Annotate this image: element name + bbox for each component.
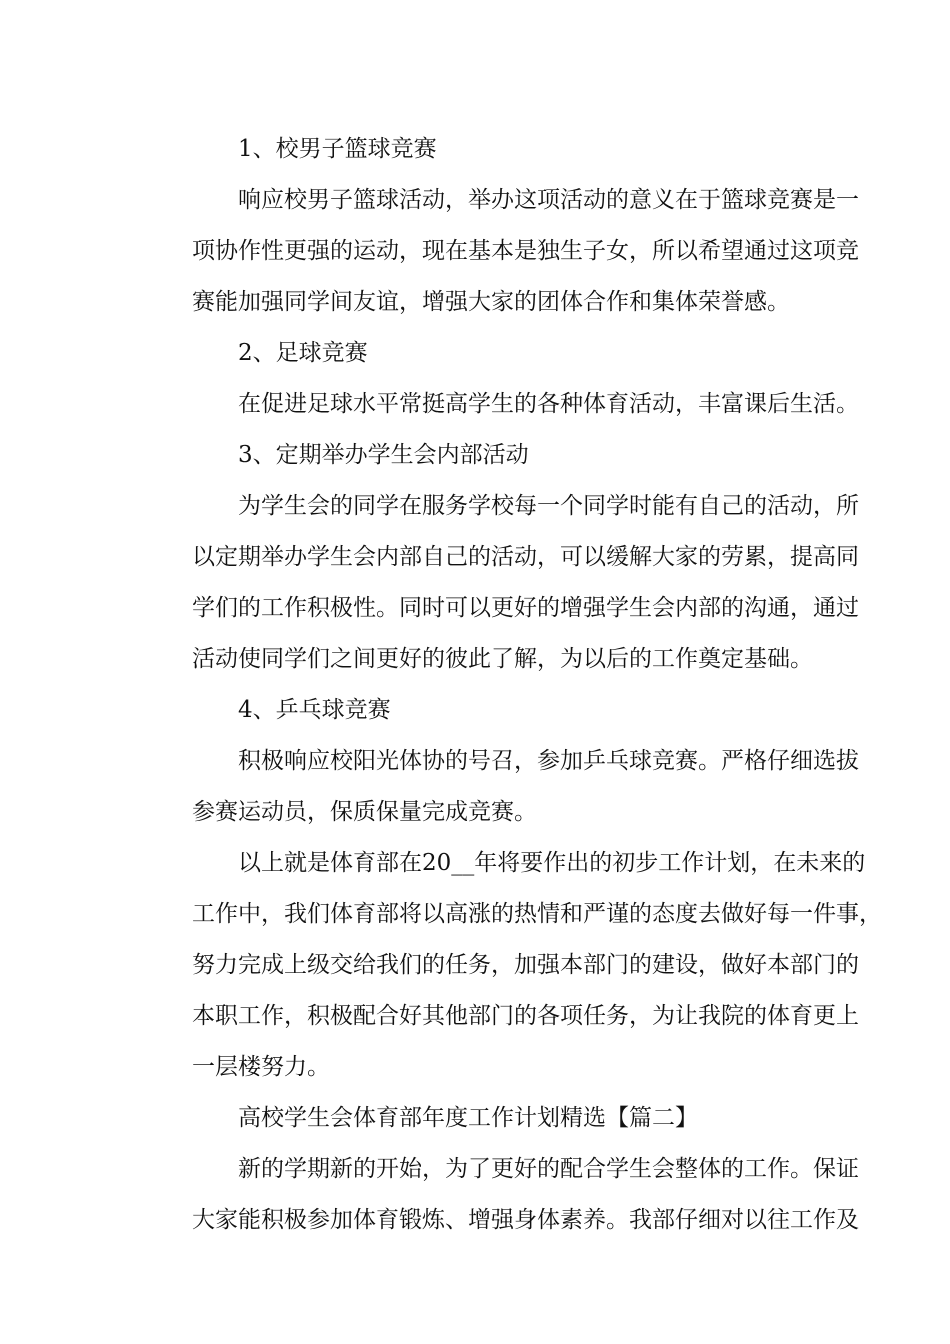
heading-football bbox=[146, 328, 816, 379]
text-line: 工作中，我们体育部将以高涨的热情和严谨的态度去做好每一件事， bbox=[192, 901, 882, 927]
paragraph-summary bbox=[146, 838, 882, 1093]
text-line: 高校学生会体育部年度工作计划精选【篇二】 bbox=[238, 1105, 698, 1131]
text-line: 4、乒乓球竞赛 bbox=[238, 697, 391, 723]
section-title-part-two bbox=[146, 1093, 816, 1144]
text-line: 大家能积极参加体育锻炼、增强身体素养。我部仔细对以往工作及 bbox=[192, 1207, 859, 1233]
text-line: 本职工作，积极配合好其他部门的各项任务，为让我院的体育更上 bbox=[192, 1003, 859, 1029]
text-line: 以上就是体育部在20__年将要作出的初步工作计划，在未来的 bbox=[238, 850, 866, 876]
text-line: 3、定期举办学生会内部活动 bbox=[238, 442, 529, 468]
heading-table-tennis bbox=[146, 685, 816, 736]
text-line: 积极响应校阳光体协的号召，参加乒乓球竞赛。严格仔细选拔 bbox=[238, 748, 859, 774]
text-line: 项协作性更强的运动，现在基本是独生子女，所以希望通过这项竞 bbox=[192, 238, 859, 264]
paragraph-part-two-intro bbox=[146, 1144, 859, 1246]
paragraph-internal-activities bbox=[146, 481, 859, 685]
text-line: 活动使同学们之间更好的彼此了解，为以后的工作奠定基础。 bbox=[192, 646, 813, 672]
text-line: 学们的工作积极性。同时可以更好的增强学生会内部的沟通，通过 bbox=[192, 595, 859, 621]
text-line: 2、足球竞赛 bbox=[238, 340, 368, 366]
text-line: 响应校男子篮球活动，举办这项活动的意义在于篮球竞赛是一 bbox=[238, 187, 859, 213]
text-line: 为学生会的同学在服务学校每一个同学时能有自己的活动，所 bbox=[238, 493, 859, 519]
text-line: 赛能加强同学间友谊，增强大家的团体合作和集体荣誉感。 bbox=[192, 289, 790, 315]
paragraph-table-tennis bbox=[146, 736, 859, 838]
text-line: 1、校男子篮球竞赛 bbox=[238, 136, 437, 162]
document-body bbox=[146, 124, 882, 1246]
text-line: 新的学期新的开始，为了更好的配合学生会整体的工作。保证 bbox=[238, 1156, 859, 1182]
text-line: 努力完成上级交给我们的任务，加强本部门的建设，做好本部门的 bbox=[192, 952, 859, 978]
text-line: 在促进足球水平常挺高学生的各种体育活动，丰富课后生活。 bbox=[238, 391, 859, 417]
paragraph-basketball bbox=[146, 175, 859, 328]
text-line: 以定期举办学生会内部自己的活动，可以缓解大家的劳累，提高同 bbox=[192, 544, 859, 570]
heading-basketball bbox=[146, 124, 816, 175]
paragraph-football bbox=[146, 379, 859, 430]
text-line: 一层楼努力。 bbox=[192, 1054, 330, 1080]
heading-internal-activities bbox=[146, 430, 816, 481]
text-line: 参赛运动员，保质保量完成竞赛。 bbox=[192, 799, 537, 825]
